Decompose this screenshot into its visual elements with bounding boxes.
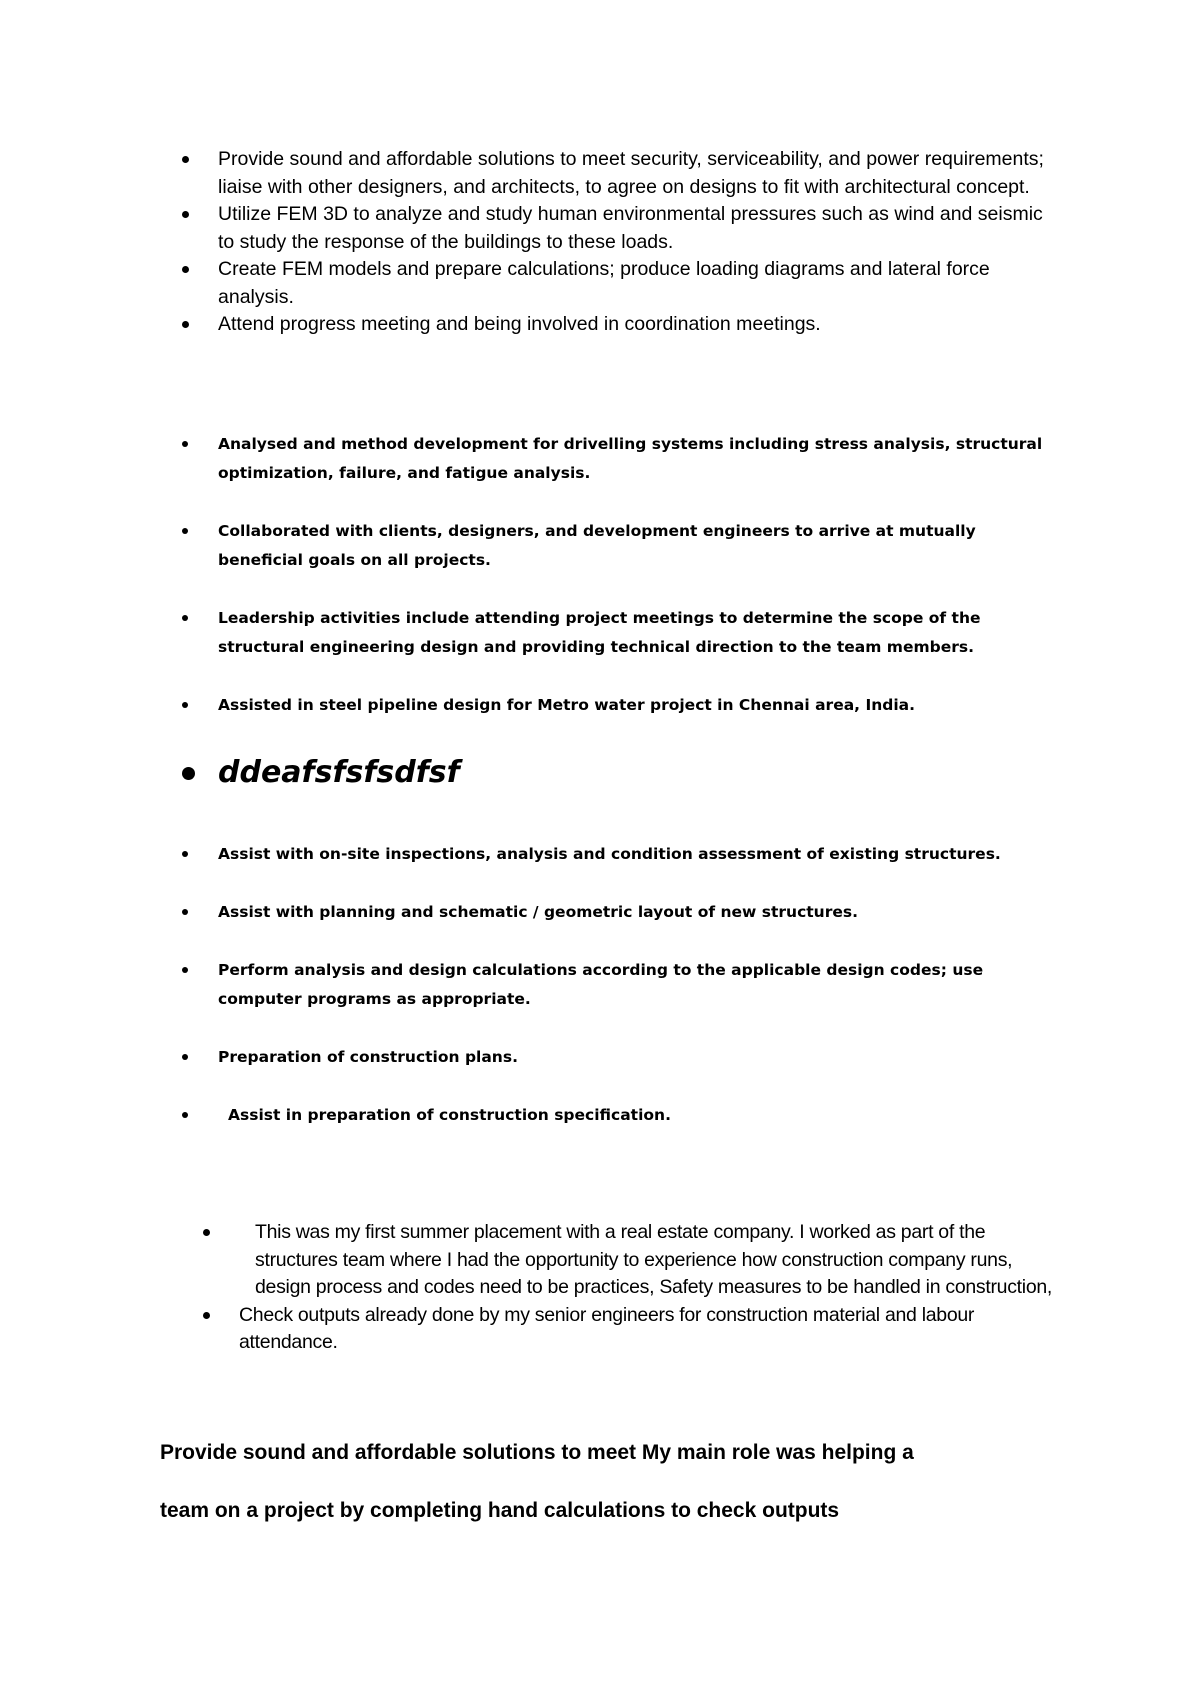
bullet-icon [182, 615, 188, 621]
bullet-icon [182, 702, 188, 708]
list-item: Preparation of construction plans. [182, 1043, 1062, 1072]
list-item: Attend progress meeting and being involved in coordination meetings. [182, 311, 1062, 339]
large-bullet-list [182, 750, 1062, 796]
bullet-icon [182, 321, 189, 328]
bullet-icon [182, 909, 188, 915]
bullet-icon [182, 266, 189, 273]
list-item: Check outputs already done by my senior engineers for construction material and labour attendance. [203, 1302, 1063, 1357]
list-item: Perform analysis and design calculations according to the applicable design codes; use computer programs as appropriate. [182, 956, 1062, 1014]
bullet-icon [182, 851, 188, 857]
list-item: Assisted in steel pipeline design for Metro water project in Chennai area, India. [182, 691, 1062, 720]
list-item: Leadership activities include attending project meetings to determine the scope of the structural engineering design and providing technical direction to the team members. [182, 604, 1062, 662]
list-item: Collaborated with clients, designers, and development engineers to arrive at mutually beneficial goals on all projects. [182, 517, 1062, 575]
bullet-icon [182, 767, 195, 780]
bullet-icon [182, 1054, 188, 1060]
list-item: Provide sound and affordable solutions to meet security, serviceability, and power requirements; liaise with other designers, and architects, to agree on designs to fit with architectural concept. [182, 146, 1062, 201]
achievements-list [182, 430, 1062, 749]
bullet-icon [203, 1312, 210, 1319]
bullet-icon [182, 1112, 188, 1118]
list-item: Assist in preparation of construction specification. [182, 1101, 1062, 1130]
list-item: Utilize FEM 3D to analyze and study human environmental pressures such as wind and seismic to study the response of the buildings to these loads. [182, 201, 1062, 256]
summary-line: Provide sound and affordable solutions to meet My main role was helping a [160, 1441, 914, 1464]
bullet-icon [182, 528, 188, 534]
list-item: ddeafsfsfsdfsf [182, 750, 1062, 796]
list-item: Create FEM models and prepare calculations; produce loading diagrams and lateral force analysis. [182, 256, 1062, 311]
bullet-icon [182, 967, 188, 973]
list-item: This was my first summer placement with a real estate company. I worked as part of the structures team where I had the opportunity to experience how construction company runs, design process and codes need to be practices, Safety measures to be handled in construction, [203, 1219, 1063, 1302]
summary-line: team on a project by completing hand calculations to check outputs [160, 1499, 840, 1522]
bullet-icon [182, 211, 189, 218]
bullet-icon [182, 441, 188, 447]
summary-paragraph [160, 1424, 1020, 1540]
placement-list [203, 1219, 1063, 1357]
list-item: Assist with on-site inspections, analysis and condition assessment of existing structures. [182, 840, 1062, 869]
tasks-list [182, 840, 1062, 1159]
list-item: Analysed and method development for drivelling systems including stress analysis, structural optimization, failure, and fatigue analysis. [182, 430, 1062, 488]
list-item: Assist with planning and schematic / geometric layout of new structures. [182, 898, 1062, 927]
bullet-icon [203, 1229, 210, 1236]
responsibilities-list [182, 146, 1062, 339]
bullet-icon [182, 156, 189, 163]
